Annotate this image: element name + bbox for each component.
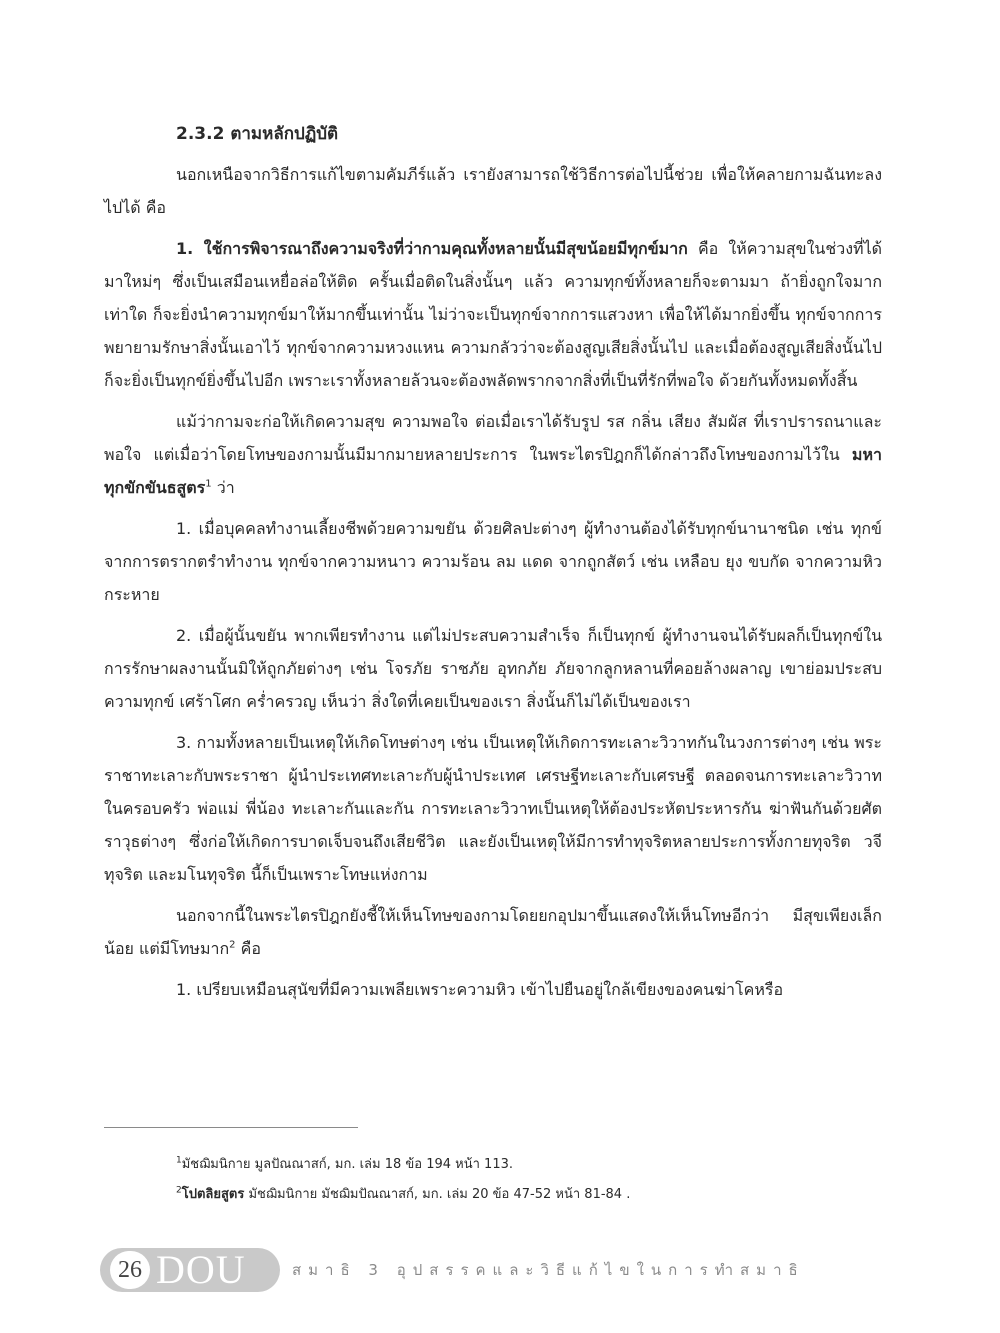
intro-paragraph: นอกเหนือจากวิธีการแก้ไขตามคัมภีร์แล้ว เรายังสามารถใช้วิธีการต่อไปนี้ช่วย เพื่อให้คลายกามฉันทะลงไปได้ คือ bbox=[104, 165, 882, 217]
point-1-title: 1. ใช้การพิจารณาถึงความจริงที่ว่ากามคุณทั้งหลายนั้นมีสุขน้อยมีทุกข์มาก bbox=[176, 239, 688, 258]
simile-intro-text: นอกจากนี้ในพระไตรปิฎกยังชี้ให้เห็นโทษของกามโดยยกอุปมาขึ้นแสดงให้เห็นโทษอีกว่า มีสุขเพียงเล็กน้อย แต่มีโทษมาก bbox=[104, 906, 882, 958]
point-1-body: คือ ให้ความสุขในช่วงที่ได้มาใหม่ๆ ซึ่งเป็นเสมือนเหยื่อล่อให้ติด ครั้นเมื่อติดในสิ่งนั้นๆ แล้ว ความทุกข์ทั้งหลายก็จะตามมา ถ้ายิ่งถูกใจมากเท่าใด ก็จะยิ่งนำความทุกข์มาให้มากขึ้นเท่านั้น ไม่ว่าจะเป็นทุกข์จากการแสวงหา เพื่อให้ได้มากยิ่งขึ้น ทุกข์จากการพยายามรักษาสิ่งนั้นเอาไว้ ทุกข์จากความหวงแหน ความกลัวว่าจะต้องสูญเสียสิ่งนั้นไป และเมื่อต้องสูญเสียสิ่งนั้นไป ก็จะยิ่งเป็นทุกข์ยิ่งขึ้นไปอีก เพราะเราทั้งหลายล้วนจะต้องพลัดพรากจากสิ่งที่เป็นที่รักที่พอใจ ด้วยกันทั้งหมดทั้งสิ้น bbox=[104, 239, 882, 390]
footnote-2-text: มัชฌิมนิกาย มัชฌิมปัณณาสก์, มก. เล่ม 20 ข้อ 47-52 หน้า 81-84 . bbox=[244, 1187, 631, 1202]
footnote-2-sutta: โปตลิยสูตร bbox=[181, 1187, 245, 1202]
footnotes bbox=[104, 1150, 882, 1210]
harm-item-3: 3. กามทั้งหลายเป็นเหตุให้เกิดโทษต่างๆ เช่น เป็นเหตุให้เกิดการทะเลาะวิวาทกันในวงการต่างๆ เช่น พระราชาทะเลาะกับพระราชา ผู้นำประเทศทะเลาะกับผู้นำประเทศ เศรษฐีทะเลาะกับเศรษฐี ตลอดจนการทะเลาะวิวาทในครอบครัว พ่อแม่ พี่น้อง ทะเลาะกันและกัน การทะเลาะวิวาทเป็นเหตุให้ต้องประหัตประหารกัน ฆ่าฟันกันด้วยศัตราวุธต่างๆ ซึ่งก่อให้เกิดการบาดเจ็บจนถึงเสียชีวิต และยังเป็นเหตุให้มีการทำทุจริตหลายประการทั้งกายทุจริต วจีทุจริต และมโนทุจริต นี้ก็เป็นเพราะโทษแห่งกาม bbox=[104, 733, 882, 884]
footnote-1-text: มัชฌิมนิกาย มูลปัณณาสก์, มก. เล่ม 18 ข้อ 194 หน้า 113. bbox=[181, 1157, 513, 1172]
harms-intro-end: ว่า bbox=[211, 478, 235, 497]
footnote-ref-1[interactable]: 1 bbox=[205, 478, 212, 490]
harm-item-2: 2. เมื่อผู้นั้นขยัน พากเพียรทำงาน แต่ไม่ประสบความสำเร็จ ก็เป็นทุกข์ ผู้ทำงานจนได้รับผลก็เป็นทุกข์ในการรักษาผลงานนั้นมิให้ถูกภัยต่างๆ เช่น โจรภัย ราชภัย อุทกภัย ภัยจากลูกหลานที่คอยล้างผลาญ เขาย่อมประสบความทุกข์ เศร้าโศก คร่ำครวญ เห็นว่า สิ่งใดที่เคยเป็นของเรา สิ่งนั้นก็ไม่ได้เป็นของเรา bbox=[104, 626, 882, 711]
footnote-1-number: 1 bbox=[176, 1155, 182, 1166]
main-content bbox=[104, 118, 882, 1014]
footnote-2 bbox=[104, 1180, 882, 1210]
sutta-name: มหาทุกขักขันธสูตร bbox=[104, 445, 882, 497]
footnote-ref-2[interactable]: 2 bbox=[229, 939, 236, 951]
section-heading: 2.3.2 ตามหลักปฏิบัติ bbox=[176, 124, 339, 144]
page-number: 26 bbox=[110, 1251, 150, 1289]
harms-intro-text: แม้ว่ากามจะก่อให้เกิดความสุข ความพอใจ ต่อเมื่อเราได้รับรูป รส กลิ่น เสียง สัมผัส ที่เราปรารถนาและพอใจ แต่เมื่อว่าโดยโทษของกามนั้นมีมากมายหลายประการ ในพระไตรปิฎกก็ได้กล่าวถึงโทษของกามไว้ใน bbox=[104, 412, 882, 464]
simile-item-1: 1. เปรียบเหมือนสุนัขที่มีความเพลียเพราะความหิว เข้าไปยืนอยู่ใกล้เขียงของคนฆ่าโคหรือ bbox=[176, 980, 784, 999]
footnote-1 bbox=[104, 1150, 882, 1180]
page-footer bbox=[100, 1246, 900, 1294]
simile-intro-end: คือ bbox=[235, 939, 261, 958]
running-title: สมาธิ 3 อุปสรรคและวิธีแก้ไขในการทำสมาธิ bbox=[292, 1261, 805, 1279]
footnote-divider bbox=[104, 1127, 358, 1128]
dou-logo: DOU bbox=[156, 1247, 246, 1292]
point-1-paragraph bbox=[104, 232, 882, 397]
harms-intro-paragraph bbox=[104, 405, 882, 504]
footnote-2-number: 2 bbox=[176, 1185, 182, 1196]
simile-intro-paragraph bbox=[104, 899, 882, 965]
harm-item-1: 1. เมื่อบุคคลทำงานเลี้ยงชีพด้วยความขยัน ด้วยศิลปะต่างๆ ผู้ทำงานต้องได้รับทุกข์นานาชนิด เช่น ทุกข์จากการตรากตรำทำงาน ทุกข์จากความหนาว ความร้อน ลม แดด จากถูกสัตว์ เช่น เหลือบ ยุง ขบกัด จากความหิว กระหาย bbox=[104, 519, 882, 604]
page-badge bbox=[100, 1248, 280, 1292]
